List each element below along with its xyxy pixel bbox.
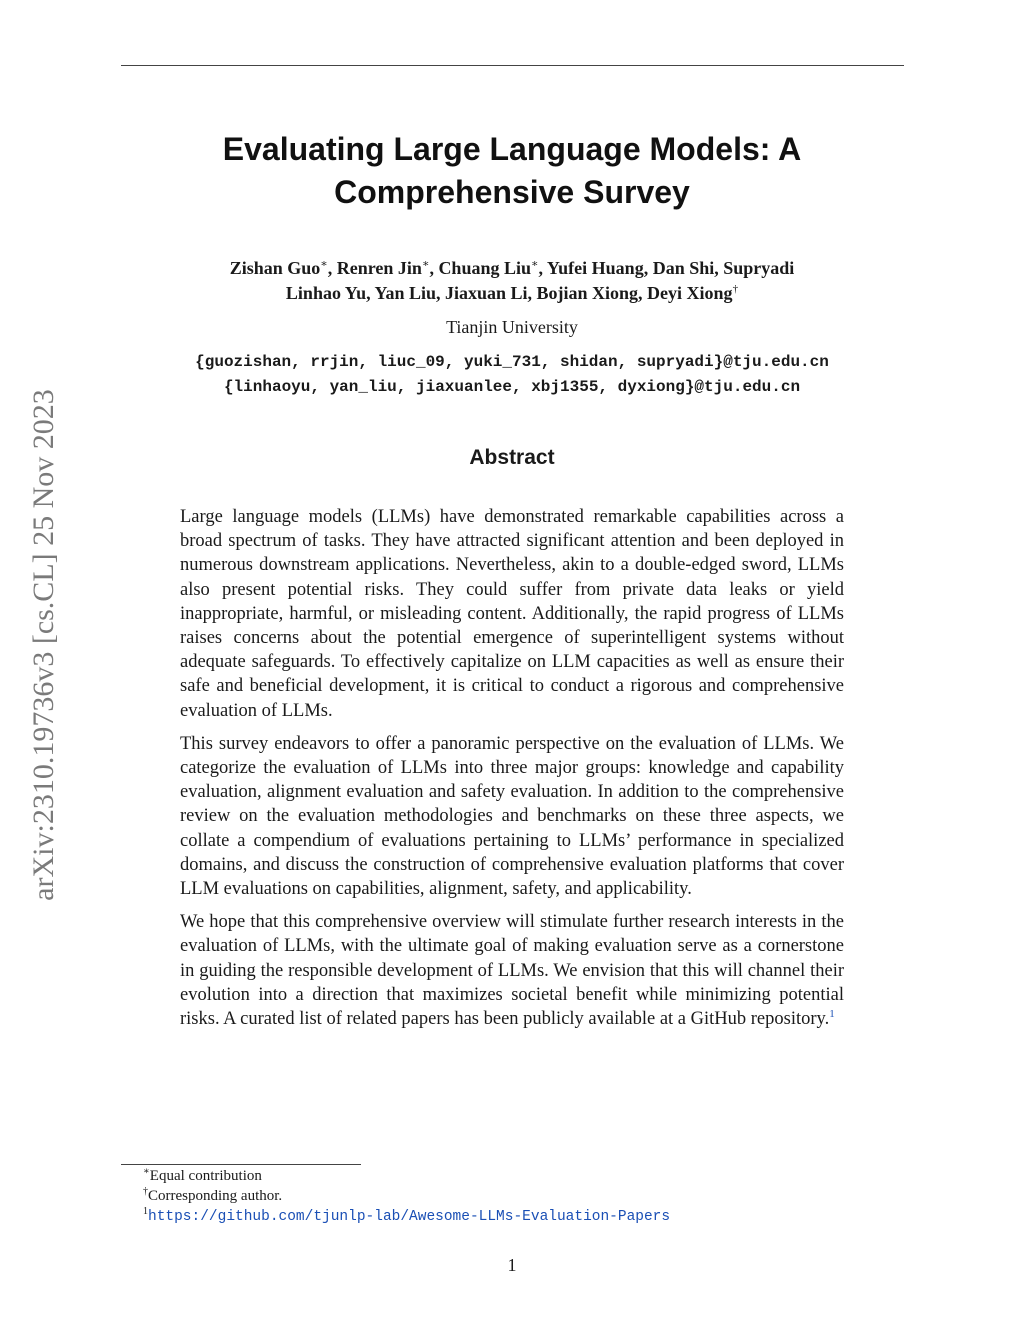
author-name: Renren Jin: [336, 258, 422, 278]
equal-contribution-mark: ∗: [531, 258, 539, 270]
author-name: Chuang Liu: [438, 258, 531, 278]
page-number: 1: [507, 1255, 517, 1275]
github-repository-link[interactable]: https://github.com/tjunlp-lab/Awesome-LLMs-Evaluation-Papers: [148, 1209, 671, 1225]
author-emails: [130, 350, 894, 400]
abstract-paragraph-3-text: We hope that this comprehensive overview will stimulate further research interests in the evaluation of LLMs, with the ultimate goal of making evaluation serve as a cornerstone in guiding the responsible development of LLMs. We envision that this will channel their evolution into a direction that maximizes societal benefit while minimizing potential risks. A curated list of related papers has been publicly available at a GitHub repository.: [180, 912, 844, 1030]
footnote-text: Corresponding author.: [148, 1188, 283, 1204]
equal-contribution-mark: ∗: [320, 258, 328, 270]
author-list: [130, 256, 894, 306]
author-separator: ,: [327, 258, 337, 278]
author-names: Yufei Huang, Dan Shi, Supryadi: [546, 258, 795, 278]
author-name: Zishan Guo: [229, 258, 321, 278]
footnote-mark: 1: [143, 1206, 148, 1217]
author-line-1: [130, 256, 894, 281]
abstract-paragraph-2: This survey endeavors to offer a panoramic perspective on the evaluation of LLMs. We categorize the evaluation of LLMs into three major groups: knowledge and capability evaluation, alignment evaluation and safety evaluation. In addition to the comprehensive review on the evaluation methodologies and benchmarks on these three aspects, we collate a compendium of evaluations pertaining to LLMs’ performance in specialized domains, and discuss the construction of comprehensive evaluation platforms that cover LLM evaluations on capabilities, alignment, safety, and applicability.: [180, 733, 844, 900]
footnote-corresponding-author: [143, 1186, 903, 1206]
email-line-2: {linhaoyu, yan_liu, jiaxuanlee, xbj1355, dyxiong}@tju.edu.cn: [223, 378, 801, 396]
title-line-2: Comprehensive Survey: [334, 174, 690, 210]
abstract-paragraph-3: [180, 910, 844, 1031]
arxiv-identifier-stamp: arXiv:2310.19736v3 [cs.CL] 25 Nov 2023: [27, 389, 60, 901]
email-line-1: {guozishan, rrjin, liuc_09, yuki_731, shidan, supryadi}@tju.edu.cn: [195, 353, 829, 371]
author-line-2: [130, 281, 894, 306]
author-names: Linhao Yu, Yan Liu, Jiaxuan Li, Bojian Xiong, Deyi Xiong: [285, 283, 733, 303]
abstract-paragraph-1: Large language models (LLMs) have demonstrated remarkable capabilities across a broad spectrum of tasks. They have attracted significant attention and been deployed in numerous downstream applications. Nevertheless, akin to a double-edged sword, LLMs also present potential risks. They could suffer from private data leaks or yield inappropriate, harmful, or misleading content. Additionally, the rapid progress of LLMs raises concerns about the potential emergence of superintelligent systems without adequate safeguards. To effectively capitalize on LLM capacities as well as ensure their safe and beneficial development, it is critical to conduct a rigorous and comprehensive evaluation of LLMs.: [180, 507, 844, 721]
abstract-heading: Abstract: [469, 446, 555, 469]
abstract-body: [180, 505, 844, 1040]
footnote-mark: †: [143, 1186, 148, 1197]
equal-contribution-mark: ∗: [421, 258, 430, 270]
paper-title: [150, 128, 874, 214]
author-separator: ,: [538, 258, 547, 278]
author-separator: ,: [429, 258, 439, 278]
affiliation: Tianjin University: [446, 317, 578, 337]
footnote-reference-link[interactable]: 1: [829, 1007, 835, 1020]
footnote-text: Equal contribution: [149, 1168, 262, 1184]
footnote-equal-contribution: [143, 1166, 903, 1186]
footnotes: [143, 1166, 903, 1227]
top-rule: [121, 65, 904, 66]
title-line-1: Evaluating Large Language Models: A: [222, 131, 802, 167]
corresponding-author-mark: †: [732, 283, 739, 295]
footnote-rule: [121, 1164, 361, 1165]
footnote-github-url: [143, 1206, 903, 1227]
footnote-mark: ∗: [143, 1166, 150, 1177]
